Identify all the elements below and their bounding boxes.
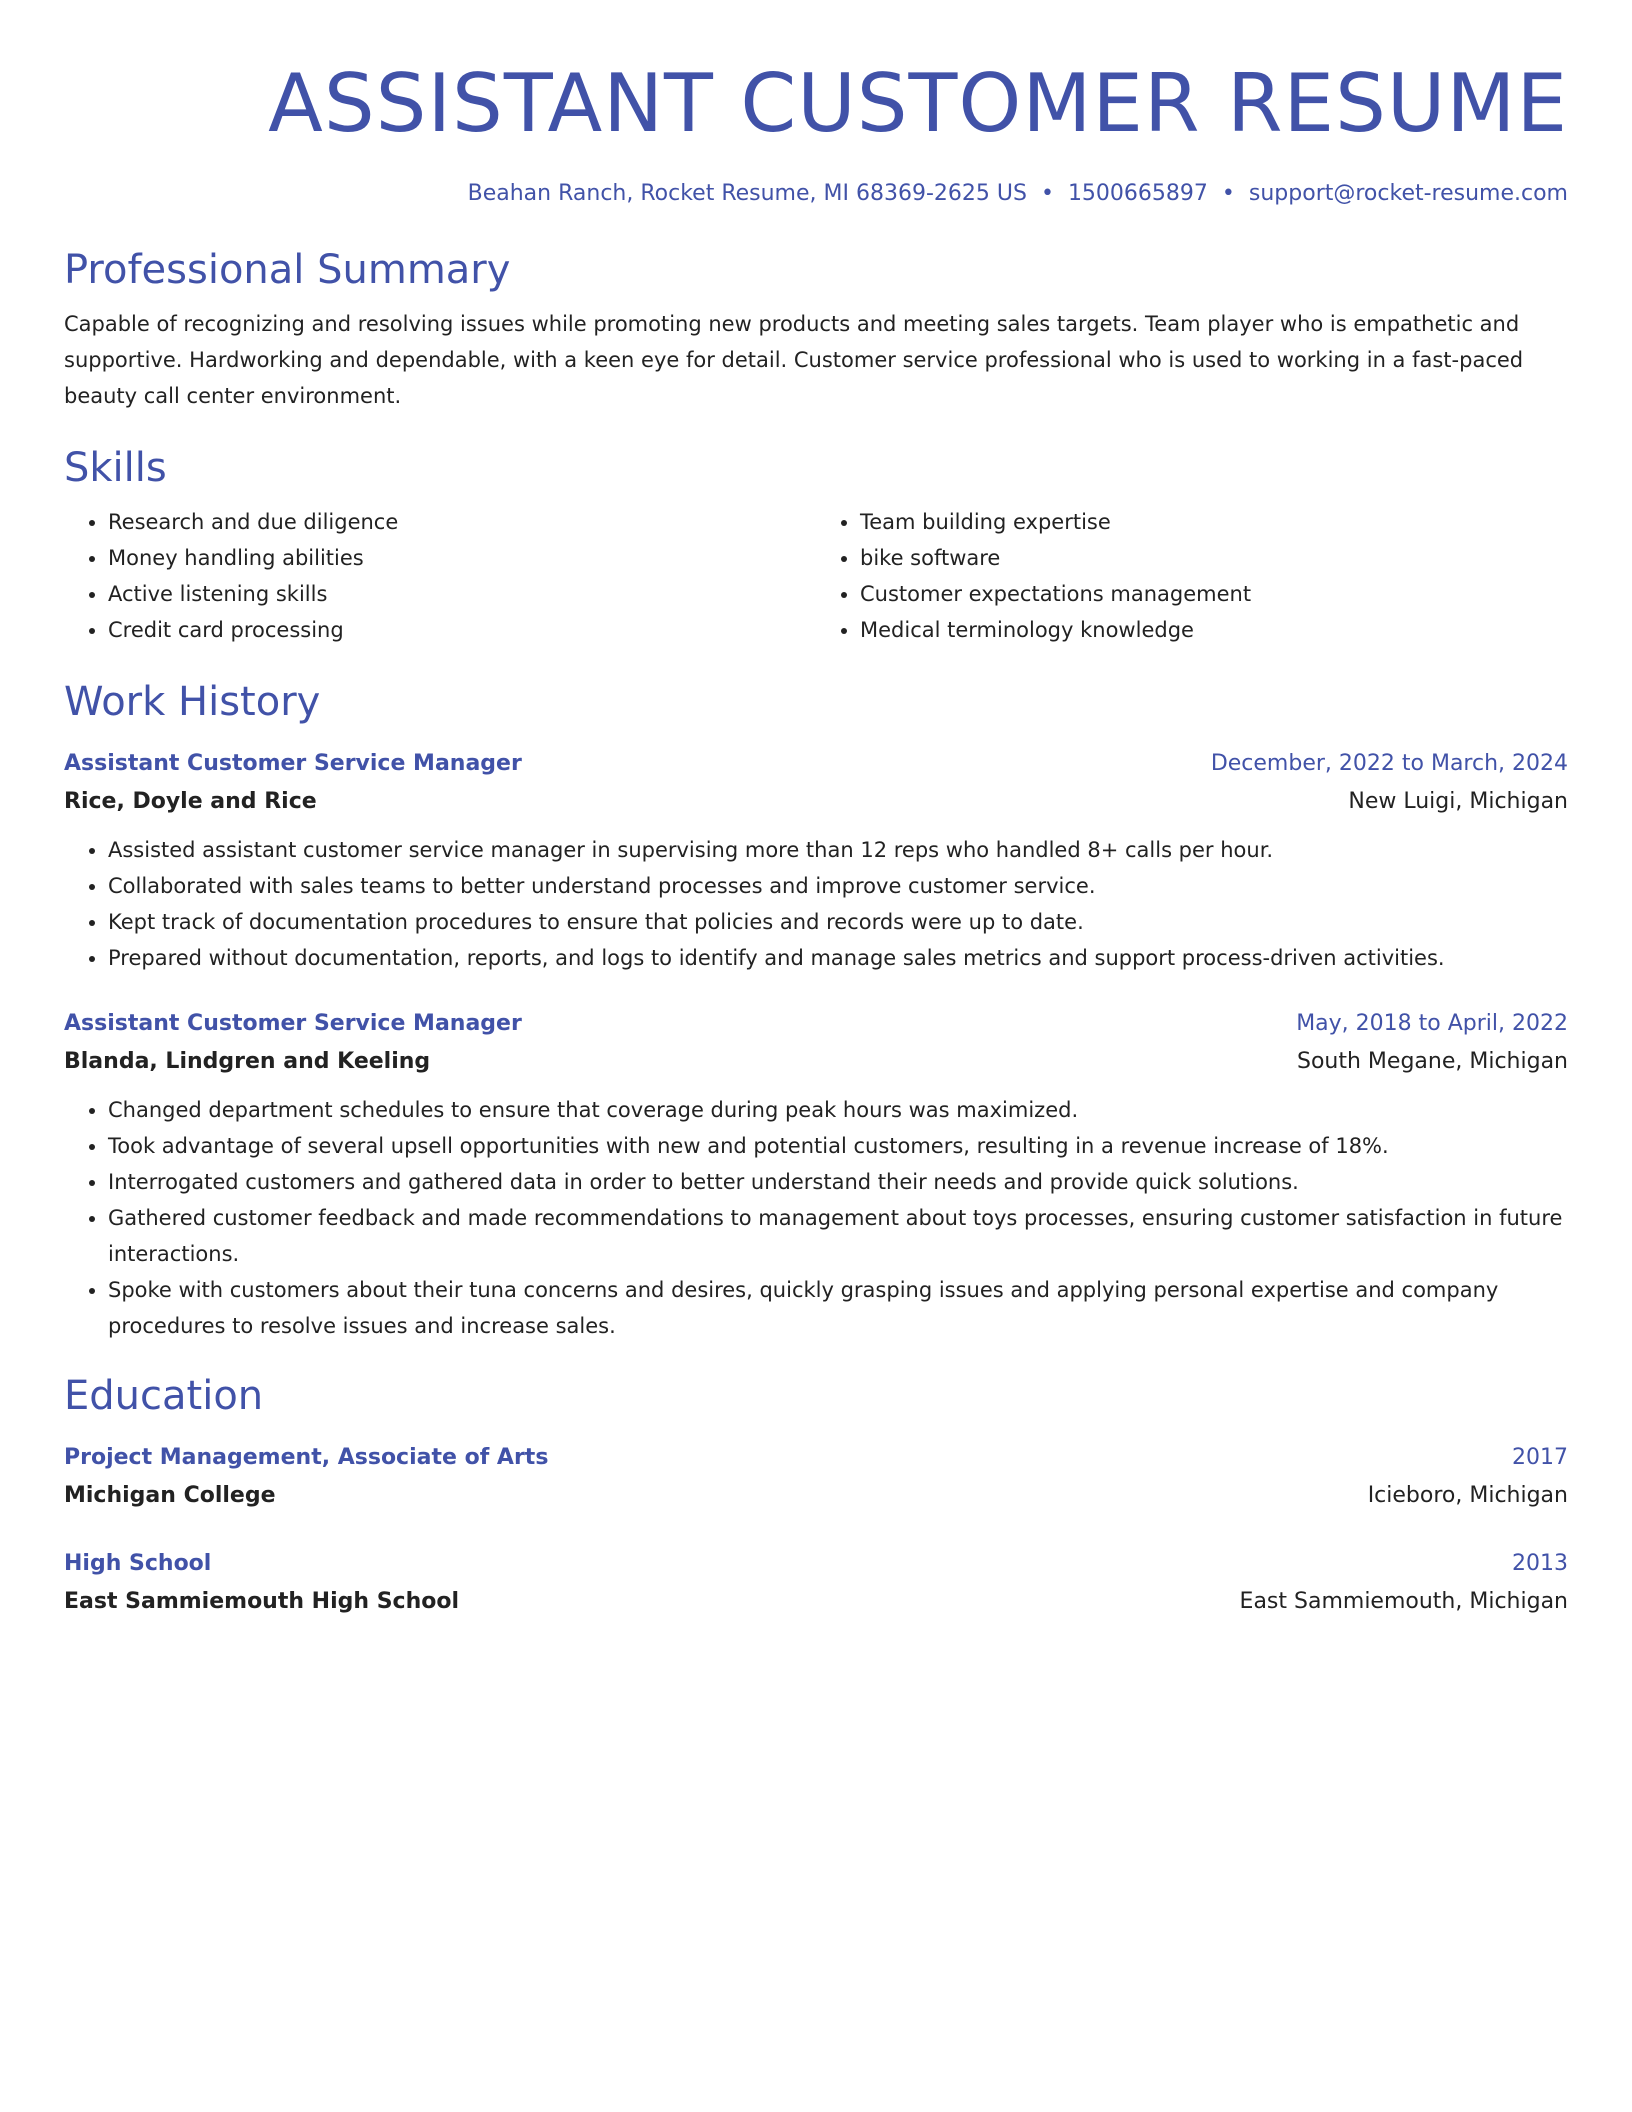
education-school-row — [64, 1582, 1568, 1622]
education-location: East Sammiemouth, Michigan — [1239, 1589, 1568, 1614]
job-company-row — [64, 782, 1568, 822]
job-bullet: • Assisted assistant customer service manager in supervising more than 12 reps who handled 8+ calls per hour. — [108, 832, 1568, 868]
job-bullet: • Spoke with customers about their tuna concerns and desires, quickly grasping issues and applying personal expertise and company procedures to resolve issues and increase sales. — [108, 1272, 1568, 1344]
section-title-skills: Skills — [64, 445, 167, 491]
education-degree: High School — [64, 1551, 212, 1576]
job-dates: May, 2018 to April, 2022 — [1296, 1011, 1568, 1036]
job-bullets — [64, 832, 1568, 976]
skill-item: • Customer expectations management — [860, 576, 1568, 612]
skills-column-right — [816, 504, 1568, 648]
contact-address: Beahan Ranch, Rocket Resume, MI 68369-2625 US — [467, 181, 1027, 206]
job-bullet: • Gathered customer feedback and made recommendations to management about toys processes, ensuring customer satisfaction in future interactions. — [108, 1200, 1568, 1272]
education-school: East Sammiemouth High School — [64, 1589, 460, 1614]
job-bullets — [64, 1092, 1568, 1344]
education-entry — [64, 1546, 1568, 1622]
job-location: South Megane, Michigan — [1297, 1049, 1568, 1074]
job-company: Blanda, Lindgren and Keeling — [64, 1049, 431, 1074]
education-year: 2017 — [1512, 1445, 1568, 1470]
education-degree: Project Management, Associate of Arts — [64, 1445, 549, 1470]
resume-title: ASSISTANT CUSTOMER RESUME — [268, 57, 1568, 150]
section-title-summary: Professional Summary — [64, 247, 511, 293]
contact-phone: 1500665897 — [1067, 181, 1208, 206]
job-role: Assistant Customer Service Manager — [64, 751, 522, 776]
skill-item: • Credit card processing — [108, 612, 816, 648]
skill-item: • Money handling abilities — [108, 540, 816, 576]
skill-item: • Team building expertise — [860, 504, 1568, 540]
skills-column-left — [64, 504, 816, 648]
contact-email: support@rocket-resume.com — [1248, 181, 1568, 206]
job-bullet: • Took advantage of several upsell opportunities with new and potential customers, resulting in a revenue increase of 18%. — [108, 1128, 1568, 1164]
job-heading-row — [64, 1006, 1568, 1042]
job-role: Assistant Customer Service Manager — [64, 1011, 522, 1036]
skill-item: • Research and due diligence — [108, 504, 816, 540]
job-entry — [64, 746, 1568, 976]
job-bullet: • Changed department schedules to ensure that coverage during peak hours was maximized. — [108, 1092, 1568, 1128]
contact-separator: • — [1040, 181, 1054, 206]
education-year: 2013 — [1512, 1551, 1568, 1576]
job-location: New Luigi, Michigan — [1348, 789, 1568, 814]
job-dates: December, 2022 to March, 2024 — [1210, 751, 1568, 776]
skill-item: • bike software — [860, 540, 1568, 576]
job-bullet: • Collaborated with sales teams to better understand processes and improve customer service. — [108, 868, 1568, 904]
section-title-education: Education — [64, 1373, 264, 1419]
section-title-work-history: Work History — [64, 679, 321, 725]
education-heading-row — [64, 1546, 1568, 1582]
skill-item: • Medical terminology knowledge — [860, 612, 1568, 648]
summary-text: Capable of recognizing and resolving issues while promoting new products and meeting sales targets. Team player who is empathetic and supportive. Hardworking and dependable, with a keen eye for detail. Customer service professional who is used to working in a fast-paced beauty call center environment. — [64, 312, 1524, 408]
job-entry — [64, 1006, 1568, 1344]
education-school: Michigan College — [64, 1483, 276, 1508]
education-entry — [64, 1440, 1568, 1516]
job-bullet: • Prepared without documentation, reports, and logs to identify and manage sales metrics and support process-driven activities. — [108, 940, 1568, 976]
job-heading-row — [64, 746, 1568, 782]
education-heading-row — [64, 1440, 1568, 1476]
job-bullet: • Interrogated customers and gathered data in order to better understand their needs and provide quick solutions. — [108, 1164, 1568, 1200]
education-location: Icieboro, Michigan — [1367, 1483, 1568, 1508]
resume-header — [64, 56, 1568, 210]
skill-item: • Active listening skills — [108, 576, 816, 612]
job-company: Rice, Doyle and Rice — [64, 789, 317, 814]
contact-line — [64, 178, 1568, 210]
education-school-row — [64, 1476, 1568, 1516]
contact-separator: • — [1221, 181, 1235, 206]
job-bullet: • Kept track of documentation procedures to ensure that policies and records were up to date. — [108, 904, 1568, 940]
skills-list — [64, 504, 1568, 648]
job-company-row — [64, 1042, 1568, 1082]
